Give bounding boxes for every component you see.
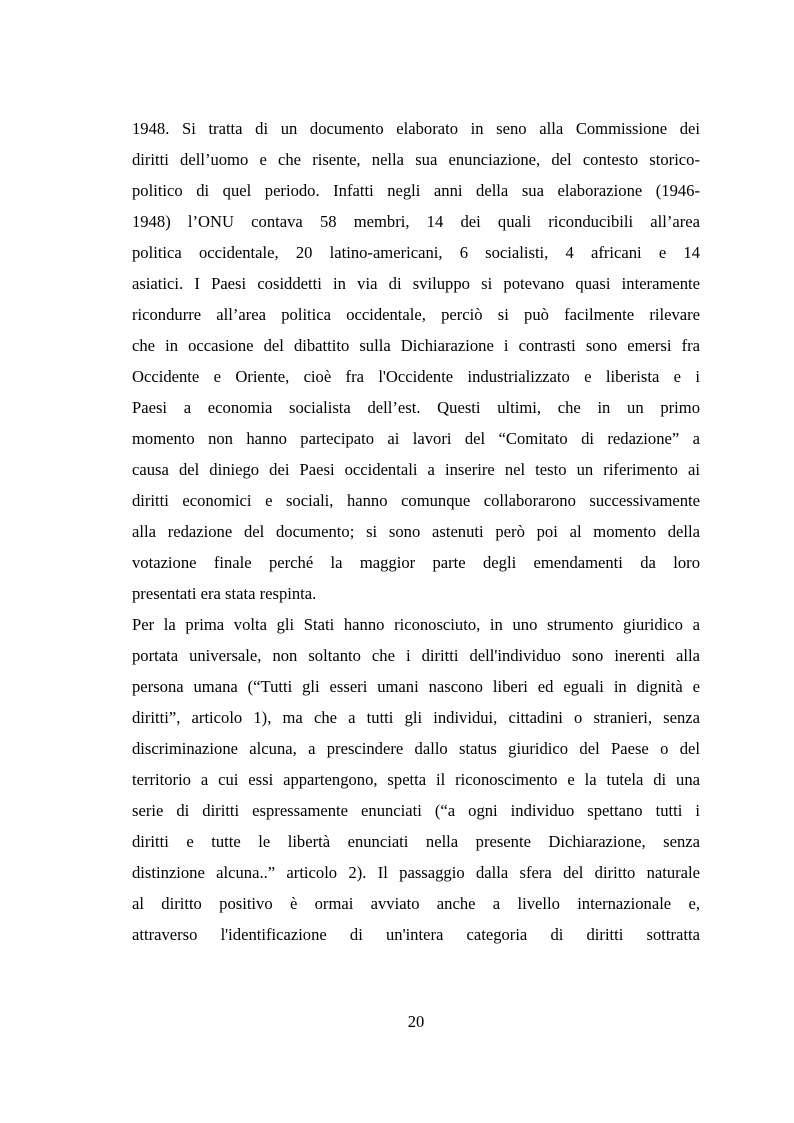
text-line: momento non hanno partecipato ai lavori del “Comitato di redazione” a [132,429,700,448]
body-text [132,113,700,950]
text-line: che in occasione del dibattito sulla Dichiarazione i contrasti sono emersi fra [132,336,700,355]
text-line: politico di quel periodo. Infatti negli anni della sua elaborazione (1946- [132,181,700,200]
text-line: al diritto positivo è ormai avviato anche a livello internazionale e, [132,894,700,913]
text-line: alla redazione del documento; si sono astenuti però poi al momento della [132,522,700,541]
text-line: portata universale, non soltanto che i diritti dell'individuo sono inerenti alla [132,646,700,665]
text-line: distinzione alcuna..” articolo 2). Il passaggio dalla sfera del diritto naturale [132,863,700,882]
text-line: votazione finale perché la maggior parte degli emendamenti da loro [132,553,700,572]
text-line: Occidente e Oriente, cioè fra l'Occidente industrializzato e liberista e i [132,367,700,386]
text-line: politica occidentale, 20 latino-americani, 6 socialisti, 4 africani e 14 [132,243,700,262]
page-number: 20 [407,1012,425,1031]
text-line: 1948) l’ONU contava 58 membri, 14 dei quali riconducibili all’area [132,212,700,231]
text-line: diritti e tutte le libertà enunciati nella presente Dichiarazione, senza [132,832,700,851]
text-line: asiatici. I Paesi cosiddetti in via di sviluppo si potevano quasi interamente [132,274,700,293]
paragraph-1 [132,113,700,609]
text-line: Per la prima volta gli Stati hanno riconosciuto, in uno strumento giuridico a [132,615,700,634]
text-line: diritti dell’uomo e che risente, nella sua enunciazione, del contesto storico- [132,150,700,169]
text-line: presentati era stata respinta. [132,584,317,603]
text-line: persona umana (“Tutti gli esseri umani nascono liberi ed eguali in dignità e [132,677,700,696]
text-line: diritti economici e sociali, hanno comunque collaborarono successivamente [132,491,700,510]
paragraph-2 [132,609,700,950]
text-line: discriminazione alcuna, a prescindere dallo status giuridico del Paese o del [132,739,700,758]
text-line: territorio a cui essi appartengono, spetta il riconoscimento e la tutela di una [132,770,700,789]
text-line: ricondurre all’area politica occidentale, perciò si può facilmente rilevare [132,305,700,324]
text-line: Paesi a economia socialista dell’est. Questi ultimi, che in un primo [132,398,700,417]
text-line: 1948. Si tratta di un documento elaborato in seno alla Commissione dei [132,119,700,138]
text-line: attraverso l'identificazione di un'intera categoria di diritti sottratta [132,925,700,944]
text-line: serie di diritti espressamente enunciati (“a ogni individuo spettano tutti i [132,801,700,820]
text-line: diritti”, articolo 1), ma che a tutti gli individui, cittadini o stranieri, senza [132,708,700,727]
text-line: causa del diniego dei Paesi occidentali a inserire nel testo un riferimento ai [132,460,700,479]
